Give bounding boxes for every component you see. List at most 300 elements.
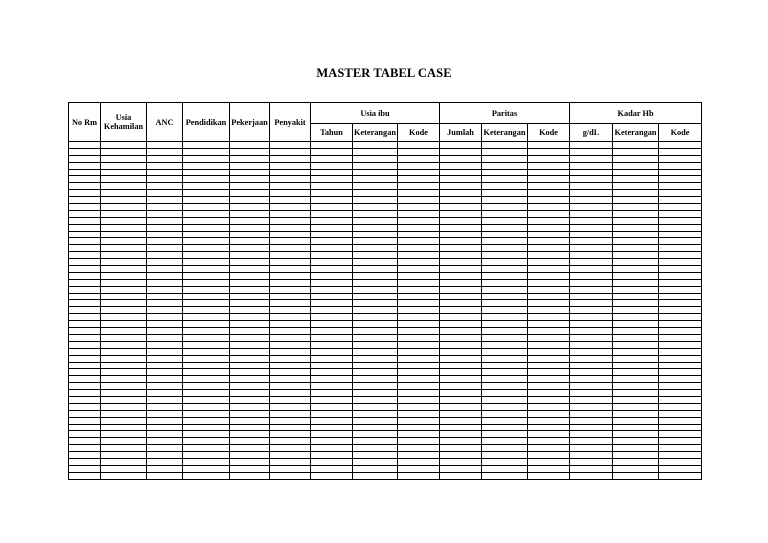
table-cell	[528, 224, 570, 231]
table-cell	[613, 321, 659, 328]
table-cell	[482, 155, 528, 162]
table-cell	[659, 348, 702, 355]
table-cell	[147, 162, 183, 169]
table-cell	[398, 341, 440, 348]
table-row	[69, 142, 702, 149]
table-cell	[270, 190, 311, 197]
table-cell	[440, 148, 482, 155]
table-cell	[482, 238, 528, 245]
table-cell	[528, 321, 570, 328]
table-cell	[482, 279, 528, 286]
table-cell	[230, 355, 270, 362]
table-cell	[398, 369, 440, 376]
table-cell	[398, 362, 440, 369]
table-cell	[398, 348, 440, 355]
table-row	[69, 383, 702, 390]
table-cell	[230, 266, 270, 273]
table-cell	[147, 142, 183, 149]
table-cell	[311, 204, 353, 211]
table-cell	[270, 472, 311, 479]
table-cell	[528, 328, 570, 335]
table-cell	[528, 272, 570, 279]
table-cell	[398, 266, 440, 273]
table-cell	[270, 396, 311, 403]
table-cell	[353, 197, 398, 204]
table-cell	[270, 266, 311, 273]
table-cell	[69, 445, 101, 452]
table-cell	[101, 362, 147, 369]
table-cell	[69, 252, 101, 259]
table-cell	[101, 396, 147, 403]
table-cell	[270, 341, 311, 348]
table-cell	[440, 334, 482, 341]
table-cell	[659, 148, 702, 155]
table-cell	[570, 334, 613, 341]
table-cell	[570, 383, 613, 390]
header-pendidikan: Pendidikan	[183, 103, 230, 142]
table-row	[69, 300, 702, 307]
table-cell	[440, 458, 482, 465]
table-cell	[353, 142, 398, 149]
table-cell	[147, 224, 183, 231]
table-cell	[570, 390, 613, 397]
table-cell	[69, 142, 101, 149]
table-cell	[183, 417, 230, 424]
table-cell	[482, 348, 528, 355]
table-cell	[270, 369, 311, 376]
table-cell	[482, 293, 528, 300]
table-cell	[659, 204, 702, 211]
table-cell	[311, 279, 353, 286]
table-cell	[230, 328, 270, 335]
table-cell	[101, 217, 147, 224]
table-cell	[311, 314, 353, 321]
table-cell	[101, 300, 147, 307]
table-row	[69, 369, 702, 376]
table-row	[69, 321, 702, 328]
table-cell	[69, 410, 101, 417]
table-row	[69, 417, 702, 424]
table-cell	[398, 272, 440, 279]
table-cell	[570, 142, 613, 149]
table-cell	[270, 279, 311, 286]
table-cell	[440, 204, 482, 211]
table-cell	[353, 176, 398, 183]
table-cell	[659, 445, 702, 452]
table-cell	[69, 286, 101, 293]
table-cell	[398, 169, 440, 176]
table-cell	[311, 245, 353, 252]
table-cell	[353, 155, 398, 162]
table-cell	[613, 314, 659, 321]
table-cell	[69, 217, 101, 224]
table-cell	[440, 348, 482, 355]
table-cell	[147, 169, 183, 176]
table-cell	[101, 210, 147, 217]
table-cell	[482, 266, 528, 273]
table-cell	[101, 314, 147, 321]
table-cell	[482, 410, 528, 417]
table-cell	[183, 321, 230, 328]
table-cell	[528, 390, 570, 397]
table-cell	[147, 148, 183, 155]
table-cell	[230, 272, 270, 279]
table-cell	[230, 383, 270, 390]
table-cell	[659, 252, 702, 259]
table-cell	[398, 245, 440, 252]
table-row	[69, 390, 702, 397]
table-cell	[398, 204, 440, 211]
table-cell	[613, 162, 659, 169]
subheader-paritas-keterangan: Keterangan	[482, 124, 528, 142]
table-cell	[311, 334, 353, 341]
header-anc: ANC	[147, 103, 183, 142]
table-cell	[270, 148, 311, 155]
table-cell	[528, 334, 570, 341]
table-cell	[353, 259, 398, 266]
table-cell	[183, 286, 230, 293]
table-cell	[230, 424, 270, 431]
table-cell	[440, 210, 482, 217]
table-cell	[69, 452, 101, 459]
table-cell	[398, 176, 440, 183]
table-cell	[528, 452, 570, 459]
table-cell	[101, 438, 147, 445]
table-cell	[528, 266, 570, 273]
table-cell	[482, 197, 528, 204]
table-cell	[230, 314, 270, 321]
table-cell	[311, 410, 353, 417]
table-cell	[147, 465, 183, 472]
table-cell	[230, 472, 270, 479]
table-cell	[570, 307, 613, 314]
table-cell	[440, 190, 482, 197]
table-cell	[69, 403, 101, 410]
table-cell	[353, 224, 398, 231]
table-cell	[270, 417, 311, 424]
table-cell	[528, 204, 570, 211]
table-row	[69, 410, 702, 417]
table-cell	[440, 183, 482, 190]
table-cell	[528, 238, 570, 245]
table-cell	[147, 452, 183, 459]
table-cell	[147, 155, 183, 162]
table-cell	[440, 369, 482, 376]
table-cell	[101, 334, 147, 341]
table-cell	[69, 224, 101, 231]
table-cell	[440, 403, 482, 410]
subheader-paritas-jumlah: Jumlah	[440, 124, 482, 142]
table-cell	[440, 417, 482, 424]
table-cell	[69, 417, 101, 424]
table-cell	[440, 162, 482, 169]
table-cell	[659, 272, 702, 279]
table-cell	[613, 452, 659, 459]
table-cell	[659, 383, 702, 390]
table-cell	[230, 417, 270, 424]
table-row	[69, 204, 702, 211]
table-cell	[482, 445, 528, 452]
table-cell	[659, 396, 702, 403]
table-cell	[528, 259, 570, 266]
table-cell	[353, 424, 398, 431]
page-title: MASTER TABEL CASE	[316, 66, 452, 80]
table-cell	[270, 355, 311, 362]
table-cell	[528, 362, 570, 369]
table-cell	[270, 217, 311, 224]
table-cell	[482, 231, 528, 238]
table-cell	[230, 231, 270, 238]
table-cell	[147, 266, 183, 273]
table-cell	[270, 438, 311, 445]
table-cell	[270, 465, 311, 472]
table-cell	[440, 293, 482, 300]
table-cell	[398, 390, 440, 397]
table-cell	[353, 252, 398, 259]
table-cell	[230, 307, 270, 314]
table-cell	[528, 438, 570, 445]
table-cell	[230, 410, 270, 417]
table-cell	[570, 286, 613, 293]
table-cell	[311, 293, 353, 300]
table-cell	[570, 217, 613, 224]
table-cell	[570, 328, 613, 335]
table-cell	[183, 279, 230, 286]
table-cell	[311, 348, 353, 355]
table-cell	[613, 231, 659, 238]
table-cell	[69, 190, 101, 197]
table-cell	[482, 328, 528, 335]
table-cell	[440, 438, 482, 445]
table-cell	[183, 472, 230, 479]
table-cell	[101, 383, 147, 390]
subheader-kadar-hb-kode: Kode	[659, 124, 702, 142]
table-cell	[183, 390, 230, 397]
table-cell	[613, 155, 659, 162]
table-cell	[183, 210, 230, 217]
table-row	[69, 183, 702, 190]
table-cell	[440, 410, 482, 417]
table-cell	[482, 245, 528, 252]
table-cell	[270, 293, 311, 300]
table-cell	[147, 279, 183, 286]
table-cell	[311, 390, 353, 397]
table-cell	[570, 204, 613, 211]
header-penyakit: Penyakit	[270, 103, 311, 142]
table-cell	[147, 472, 183, 479]
table-cell	[398, 472, 440, 479]
table-cell	[311, 424, 353, 431]
table-cell	[528, 155, 570, 162]
table-cell	[270, 410, 311, 417]
table-cell	[147, 217, 183, 224]
table-cell	[311, 190, 353, 197]
table-cell	[482, 224, 528, 231]
table-cell	[69, 238, 101, 245]
table-cell	[311, 300, 353, 307]
table-cell	[69, 396, 101, 403]
table-cell	[311, 183, 353, 190]
table-cell	[270, 403, 311, 410]
table-cell	[147, 190, 183, 197]
table-cell	[183, 272, 230, 279]
table-cell	[659, 300, 702, 307]
header-usia-kehamilan: Usia Kehamilan	[101, 103, 147, 142]
table-cell	[482, 383, 528, 390]
table-cell	[69, 390, 101, 397]
table-cell	[101, 169, 147, 176]
header-kadar-hb: Kadar Hb	[570, 103, 702, 124]
table-cell	[659, 245, 702, 252]
table-cell	[613, 300, 659, 307]
table-cell	[147, 245, 183, 252]
table-cell	[183, 328, 230, 335]
table-cell	[183, 465, 230, 472]
table-cell	[353, 204, 398, 211]
table-cell	[613, 210, 659, 217]
table-cell	[147, 410, 183, 417]
table-cell	[311, 272, 353, 279]
table-cell	[353, 231, 398, 238]
table-cell	[482, 396, 528, 403]
table-cell	[528, 279, 570, 286]
table-cell	[353, 314, 398, 321]
table-cell	[659, 362, 702, 369]
table-cell	[482, 403, 528, 410]
table-cell	[659, 452, 702, 459]
table-cell	[183, 452, 230, 459]
table-cell	[482, 307, 528, 314]
table-cell	[659, 376, 702, 383]
table-cell	[183, 155, 230, 162]
table-cell	[398, 334, 440, 341]
table-cell	[353, 183, 398, 190]
table-cell	[147, 355, 183, 362]
table-cell	[353, 279, 398, 286]
table-row	[69, 176, 702, 183]
table-row	[69, 279, 702, 286]
table-cell	[353, 210, 398, 217]
table-cell	[353, 169, 398, 176]
table-cell	[101, 445, 147, 452]
table-row	[69, 162, 702, 169]
table-cell	[398, 445, 440, 452]
table-cell	[570, 465, 613, 472]
table-cell	[311, 169, 353, 176]
table-cell	[101, 458, 147, 465]
table-cell	[311, 142, 353, 149]
table-cell	[183, 176, 230, 183]
table-cell	[230, 183, 270, 190]
table-cell	[270, 431, 311, 438]
table-cell	[311, 376, 353, 383]
table-cell	[69, 300, 101, 307]
table-row	[69, 148, 702, 155]
table-cell	[570, 348, 613, 355]
table-cell	[230, 204, 270, 211]
table-cell	[183, 369, 230, 376]
table-cell	[659, 328, 702, 335]
table-cell	[440, 376, 482, 383]
table-cell	[353, 472, 398, 479]
table-cell	[353, 438, 398, 445]
table-cell	[69, 383, 101, 390]
table-cell	[101, 472, 147, 479]
table-cell	[230, 458, 270, 465]
table-cell	[147, 307, 183, 314]
table-cell	[528, 465, 570, 472]
table-cell	[482, 169, 528, 176]
table-cell	[570, 162, 613, 169]
table-cell	[659, 266, 702, 273]
table-cell	[440, 266, 482, 273]
table-cell	[311, 431, 353, 438]
table-cell	[570, 445, 613, 452]
table-cell	[528, 197, 570, 204]
table-cell	[311, 355, 353, 362]
table-cell	[482, 183, 528, 190]
table-cell	[440, 259, 482, 266]
table-cell	[613, 334, 659, 341]
table-cell	[101, 279, 147, 286]
table-cell	[440, 197, 482, 204]
table-cell	[528, 307, 570, 314]
table-cell	[230, 369, 270, 376]
table-cell	[311, 224, 353, 231]
table-cell	[570, 396, 613, 403]
table-cell	[183, 245, 230, 252]
table-cell	[659, 321, 702, 328]
table-cell	[69, 231, 101, 238]
table-cell	[270, 328, 311, 335]
table-cell	[69, 204, 101, 211]
table-cell	[659, 197, 702, 204]
table-cell	[230, 362, 270, 369]
table-cell	[183, 307, 230, 314]
table-cell	[613, 396, 659, 403]
table-cell	[440, 279, 482, 286]
table-cell	[101, 328, 147, 335]
table-row	[69, 362, 702, 369]
header-paritas: Paritas	[440, 103, 570, 124]
table-cell	[613, 224, 659, 231]
table-row	[69, 238, 702, 245]
table-cell	[69, 148, 101, 155]
table-cell	[440, 169, 482, 176]
table-cell	[311, 328, 353, 335]
table-cell	[270, 286, 311, 293]
header-usia-ibu: Usia ibu	[311, 103, 440, 124]
table-cell	[613, 369, 659, 376]
table-cell	[353, 190, 398, 197]
subheader-paritas-kode: Kode	[528, 124, 570, 142]
table-cell	[613, 424, 659, 431]
table-cell	[270, 238, 311, 245]
table-cell	[659, 334, 702, 341]
table-cell	[69, 314, 101, 321]
table-cell	[353, 417, 398, 424]
table-cell	[147, 348, 183, 355]
table-cell	[570, 245, 613, 252]
table-cell	[101, 245, 147, 252]
table-cell	[613, 472, 659, 479]
table-cell	[270, 445, 311, 452]
table-cell	[69, 169, 101, 176]
table-cell	[183, 238, 230, 245]
table-cell	[482, 431, 528, 438]
table-cell	[398, 259, 440, 266]
table-cell	[659, 162, 702, 169]
